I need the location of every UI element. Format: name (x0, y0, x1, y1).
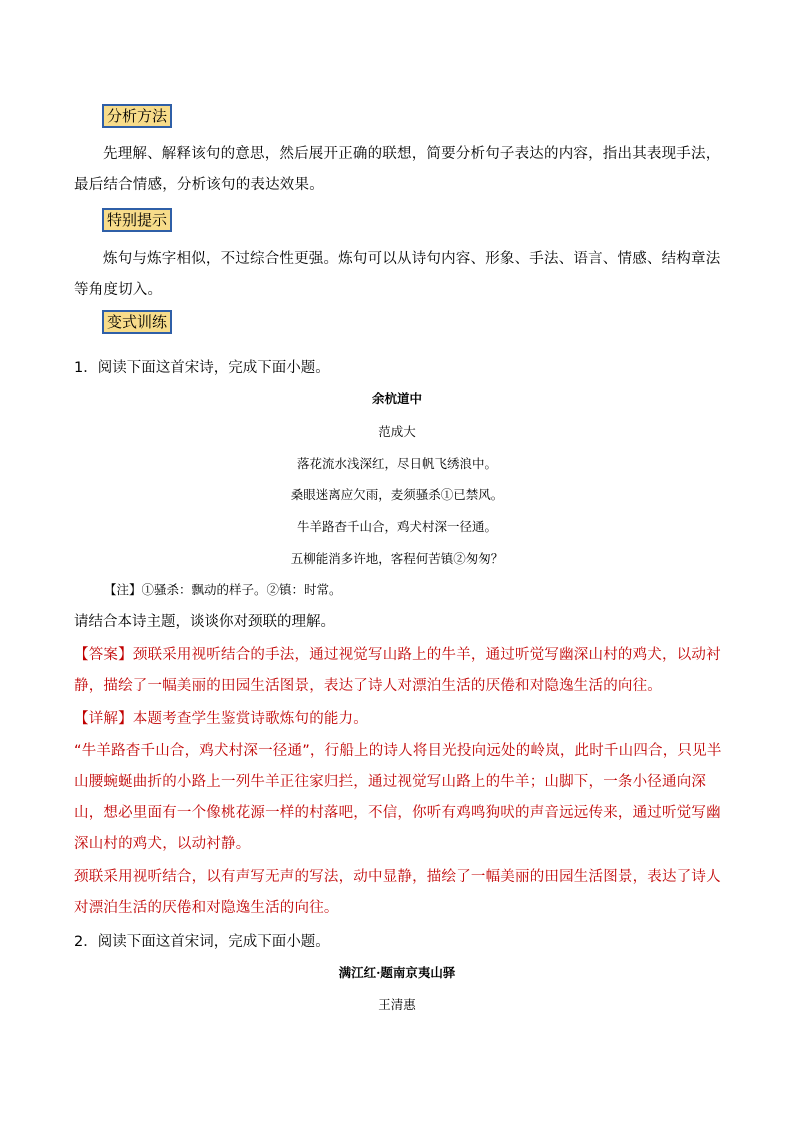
detail-intro-block (74, 704, 724, 735)
question-2-prompt: 2．阅读下面这首宋词，完成下面小题。 (74, 934, 330, 950)
question-1-prompt: 1．阅读下面这首宋诗，完成下面小题。 (74, 360, 330, 376)
method-text: 先理解、解释该句的意思，然后展开正确的联想，简要分析句子表达的内容，指出其表现手法，最后结合情感，分析该句的表达效果。 (74, 146, 721, 193)
detail-paragraph-2: 颈联采用视听结合，以有声写无声的写法，动中显静，描绘了一幅美丽的田园生活图景，表达了诗人对漂泊生活的厌倦和对隐逸生活的向往。 (74, 869, 721, 916)
poem-2-title: 满江红·题南京夷山驿 (338, 965, 456, 980)
tip-text: 炼句与炼字相似，不过综合性更强。炼句可以从诗句内容、形象、手法、语言、情感、结构章法等角度切入。 (74, 251, 721, 298)
tip-tag: 特别提示 (102, 208, 172, 232)
poem-1-line: 牛羊路杳千山合，鸡犬村深一径通。 (296, 519, 497, 534)
detail-label: 【详解】 (74, 711, 133, 727)
poem-1-title: 余杭道中 (371, 391, 422, 406)
answer-text: 颈联采用视听结合的手法，通过视觉写山路上的牛羊，通过听觉写幽深山村的鸡犬，以动衬静，描绘了一幅美丽的田园生活图景，表达了诗人对漂泊生活的厌倦和对隐逸生活的向往。 (74, 647, 721, 694)
poem-1-note: 【注】①骚杀：飘动的样子。②镇：时常。 (104, 582, 342, 597)
poem-2-author: 王清惠 (378, 997, 416, 1012)
answer-block (74, 640, 724, 702)
poem-1-author: 范成大 (378, 424, 416, 439)
poem-1-line: 五柳能消多许地，客程何苦镇②匆匆？ (290, 551, 504, 566)
question-1-text: 请结合本诗主题，谈谈你对颈联的理解。 (74, 614, 335, 630)
training-tag: 变式训练 (102, 310, 172, 334)
detail-paragraph-1: “牛羊路杳千山合，鸡犬村深一径通”，行船上的诗人将目光投向远处的岭岚，此时千山四合，只见半山腰蜿蜒曲折的小路上一列牛羊正往家归拦，通过视觉写山路上的牛羊；山脚下，一条小径通向深山，想必里面有一个像桃花源一样的村落吧，不信，你听有鸡鸣狗吠的声音远远传来，通过听觉写幽深山村的鸡犬，以动衬静。 (74, 743, 722, 852)
answer-label: 【答案】 (74, 647, 133, 663)
poem-1-line: 桑眼迷离应欠雨，麦须骚杀①已禁风。 (290, 487, 504, 502)
poem-1-line: 落花流水浅深红，尽日帆飞绣浪中。 (296, 456, 497, 471)
detail-intro: 本题考查学生鉴赏诗歌炼句的能力。 (132, 711, 369, 727)
method-tag: 分析方法 (102, 104, 172, 128)
